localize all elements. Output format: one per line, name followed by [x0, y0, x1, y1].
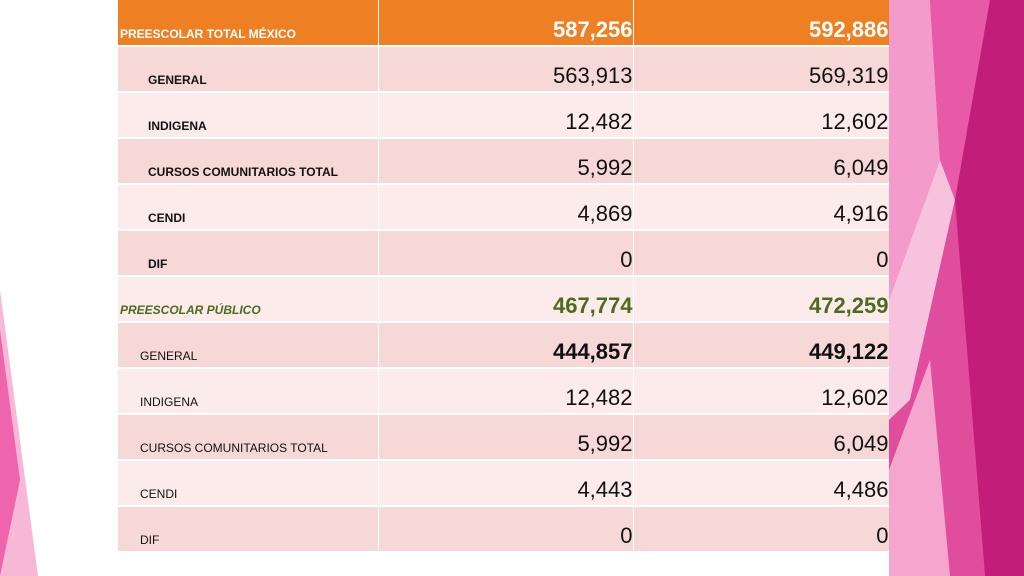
row-value-2: 4,486 [633, 460, 889, 506]
row-label: DIF [118, 230, 378, 276]
row-value-2: 6,049 [633, 414, 889, 460]
row-value-1: 0 [378, 506, 633, 552]
row-value-1: 5,992 [378, 138, 633, 184]
row-label: INDIGENA [118, 368, 378, 414]
table-row-indigena [118, 92, 889, 138]
table-row-dif [118, 230, 889, 276]
row-value-1: 587,256 [378, 0, 633, 46]
row-value-2: 4,916 [633, 184, 889, 230]
row-label: GENERAL [118, 46, 378, 92]
row-label: CURSOS COMUNITARIOS TOTAL [118, 414, 378, 460]
row-label: GENERAL [118, 322, 378, 368]
table-row-cursos-comunitarios [118, 138, 889, 184]
row-label: INDIGENA [118, 92, 378, 138]
row-label: CENDI [118, 460, 378, 506]
row-value-2: 592,886 [633, 0, 889, 46]
row-value-2: 12,602 [633, 92, 889, 138]
table-row-publico-cursos-comunitarios [118, 414, 889, 460]
row-value-1: 12,482 [378, 92, 633, 138]
row-label: CENDI [118, 184, 378, 230]
table-row-preescolar-total [118, 0, 889, 46]
row-value-1: 0 [378, 230, 633, 276]
row-value-1: 12,482 [378, 368, 633, 414]
enrollment-table [118, 0, 889, 553]
row-value-2: 569,319 [633, 46, 889, 92]
row-value-2: 472,259 [633, 276, 889, 322]
table-row-publico-dif [118, 506, 889, 552]
row-value-2: 6,049 [633, 138, 889, 184]
row-value-1: 5,992 [378, 414, 633, 460]
row-value-2: 0 [633, 506, 889, 552]
table-row-publico-general [118, 322, 889, 368]
table-row-publico-indigena [118, 368, 889, 414]
enrollment-table-container [118, 0, 889, 576]
row-value-2: 12,602 [633, 368, 889, 414]
row-value-1: 467,774 [378, 276, 633, 322]
row-value-1: 444,857 [378, 322, 633, 368]
row-label: CURSOS COMUNITARIOS TOTAL [118, 138, 378, 184]
row-value-2: 0 [633, 230, 889, 276]
row-value-2: 449,122 [633, 322, 889, 368]
row-label: DIF [118, 506, 378, 552]
row-value-1: 4,443 [378, 460, 633, 506]
row-value-1: 4,869 [378, 184, 633, 230]
row-value-1: 563,913 [378, 46, 633, 92]
row-label: PREESCOLAR TOTAL MÉXICO [118, 0, 378, 46]
table-row-cendi [118, 184, 889, 230]
table-row-publico-cendi [118, 460, 889, 506]
table-row-general [118, 46, 889, 92]
table-row-preescolar-publico [118, 276, 889, 322]
row-label: PREESCOLAR PÚBLICO [118, 276, 378, 322]
